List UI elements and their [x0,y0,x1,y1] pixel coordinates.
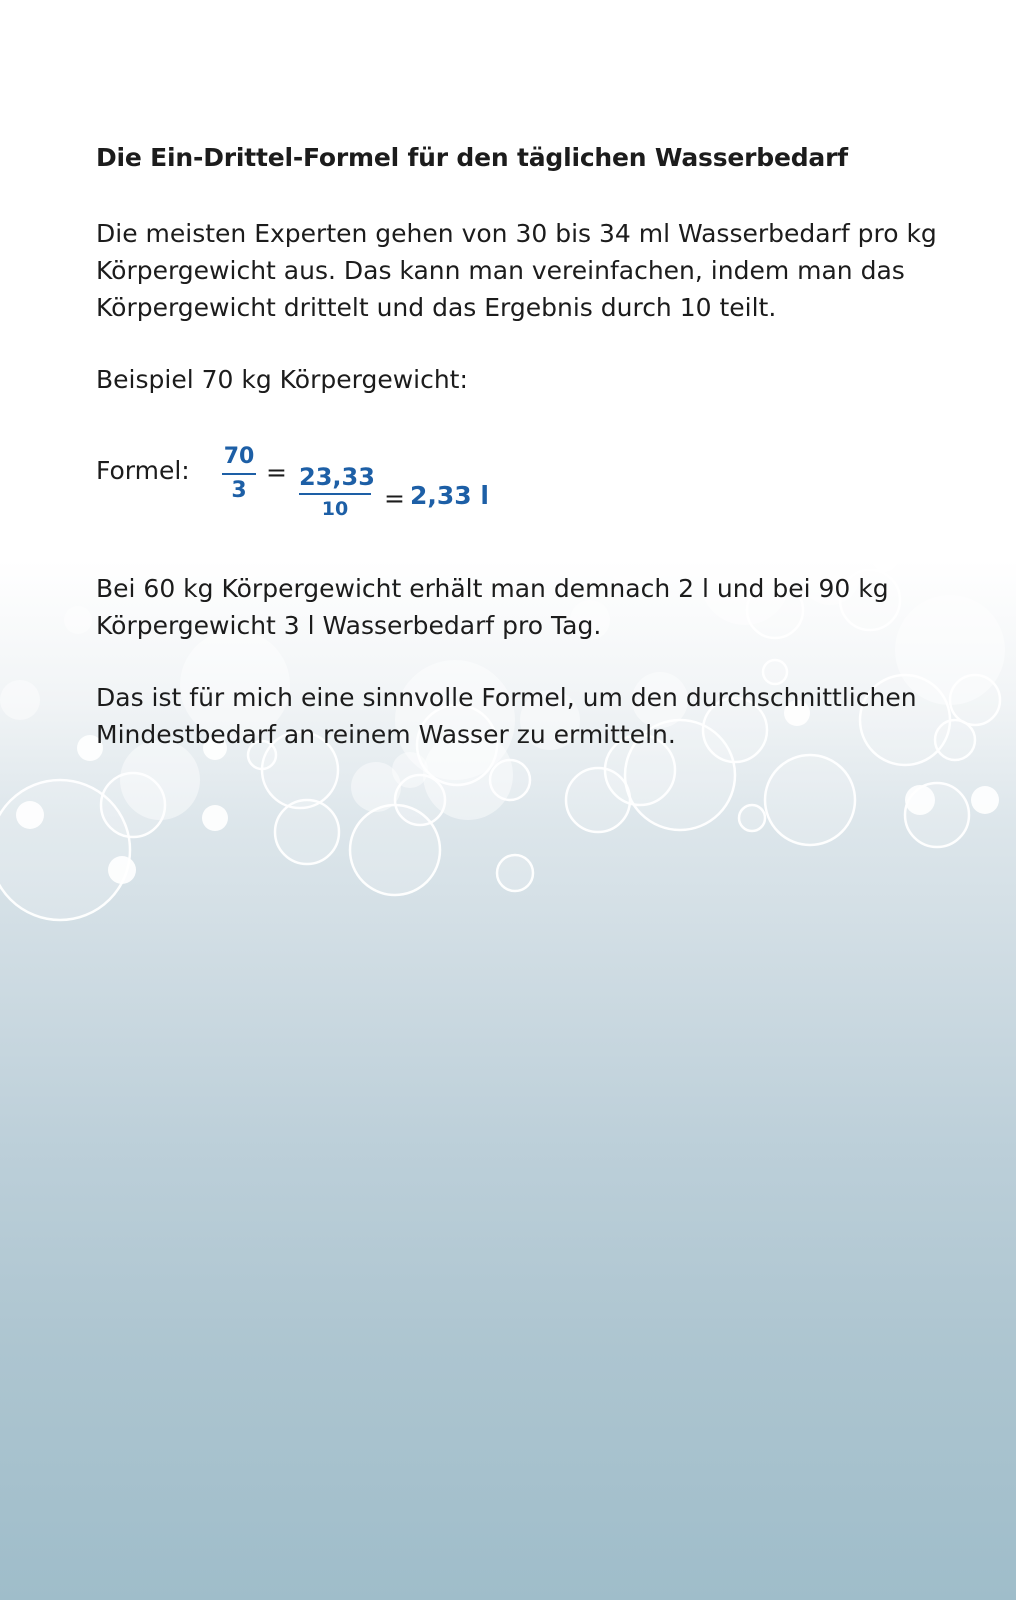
bubble [108,856,136,884]
bubble [0,680,40,720]
bubble [739,805,765,831]
formula-result: 2,33 l [410,481,489,510]
bubble [873,518,907,552]
intro-paragraph: Die meisten Experten gehen von 30 bis 34 ml Wasserbedarf pro kg Körpergewicht aus. Das kann man vereinfachen, indem man das Körpergewicht drittelt und das Ergebnis durch 10 teilt. [96,219,937,322]
bubble [765,755,855,845]
bubble [275,800,339,864]
bubble [521,456,569,504]
consequence-paragraph: Bei 60 kg Körpergewicht erhält man demnach 2 l und bei 90 kg Körpergewicht 3 l Wasserbedarf pro Tag. [96,574,889,640]
bubble [16,801,44,829]
fraction1-numerator: 70 [223,444,255,469]
bubble [971,786,999,814]
fraction1-bar [222,473,256,475]
bubble [497,855,533,891]
bubble [202,805,228,831]
example-paragraph: Beispiel 70 kg Körpergewicht: [96,365,468,394]
bubble [873,548,897,572]
bubble [828,486,852,510]
fraction1-denominator: 3 [231,478,247,503]
fraction2-numerator: 23,33 [299,463,375,491]
bubble [905,783,969,847]
fraction2-denominator: 10 [321,498,349,520]
bubble [392,752,428,788]
fraction2-bar [299,493,371,495]
fraction-weight-by-three [222,444,256,504]
conclusion-paragraph: Das ist für mich eine sinnvolle Formel, um den durchschnittlichen Mindestbedarf an reinem Wasser zu ermitteln. [96,683,917,749]
formula-label: Formel: [96,456,190,485]
bubble [64,606,92,634]
fraction-by-ten [299,463,375,520]
equals-sign: = [384,484,405,513]
bubble [331,421,353,443]
page-title: Die Ein-Drittel-Formel für den täglichen Wasserbedarf [96,143,848,172]
equals-sign: = [266,458,287,487]
